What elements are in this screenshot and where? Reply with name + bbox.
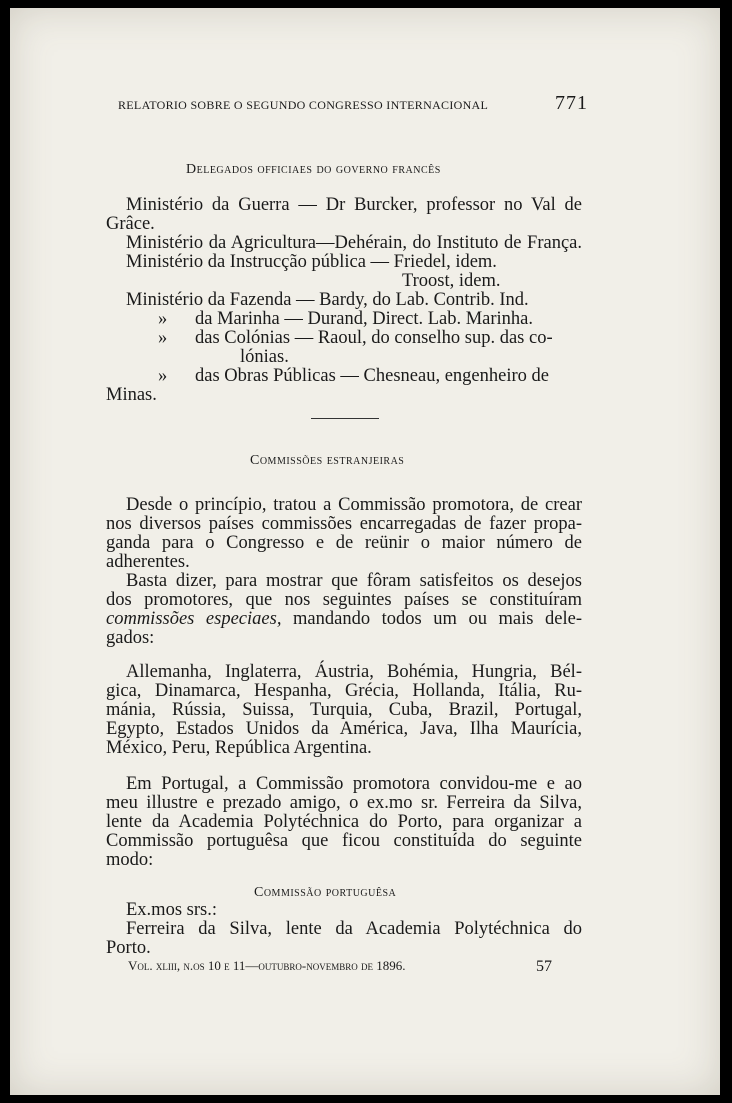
text-line: Grâce.: [106, 214, 155, 234]
text-line: meu illustre e prezado amigo, o ex.mo sr. Ferreira da Silva,: [106, 793, 582, 813]
text-line: ganda para o Congresso e de reünir o maior número de: [106, 533, 582, 553]
text-line: México, Peru, República Argentina.: [106, 738, 372, 758]
text-line: Ministério da Guerra — Dr Burcker, professor no Val de: [126, 195, 582, 215]
running-header: [118, 92, 588, 115]
italic-phrase: commissões especiaes,: [106, 609, 282, 629]
text-line: dos promotores, que nos seguintes países se constituíram: [106, 590, 582, 610]
text-line: Ministério da Fazenda — Bardy, do Lab. Contrib. Ind.: [126, 290, 529, 310]
text-line: nos diversos países commissões encarregadas de fazer propa-: [106, 514, 582, 534]
portuguese-commission: [106, 901, 582, 958]
text-line: gados:: [106, 628, 155, 648]
text-line: Basta dizer, para mostrar que fôram satisfeitos os desejos: [126, 571, 582, 591]
text-line: Allemanha, Inglaterra, Áustria, Bohémia, Hungria, Bél-: [126, 662, 582, 682]
page-footer: [128, 958, 552, 976]
countries-list: [106, 663, 582, 758]
paragraph-3: [106, 775, 582, 870]
text-line: lente da Academia Polytéchnica do Porto, para organizar a: [106, 812, 582, 832]
text-line: Ministério da Agricultura—Dehérain, do Instituto de França.: [126, 233, 582, 253]
delegates-list: [106, 196, 582, 405]
text-line: Em Portugal, a Commissão promotora convidou-me e ao: [126, 774, 582, 794]
text-line: [106, 610, 582, 629]
section-divider: [311, 418, 379, 419]
volume-info: Vol. xliii, n.os 10 e 11—outubro-novembro de 1896.: [128, 958, 406, 973]
section-title-portuguese: Commissão portuguêsa: [254, 885, 397, 900]
text-line: lónias.: [240, 347, 289, 367]
text-line: Porto.: [106, 938, 151, 958]
paragraph-1: [106, 496, 582, 572]
running-title: RELATORIO SOBRE O SEGUNDO CONGRESSO INTERNACIONAL: [118, 98, 489, 112]
text-line: Ministério da Instrucção pública — Friedel, idem.: [126, 252, 497, 272]
text-line: Minas.: [106, 385, 157, 405]
text-line: adherentes.: [106, 552, 190, 572]
text-line: » da Marinha — Durand, Direct. Lab. Marinha.: [158, 309, 534, 329]
text-line: mánia, Rússia, Suissa, Turquia, Cuba, Brazil, Portugal,: [106, 700, 582, 720]
section-title-delegates: Delegados officiaes do governo francês: [186, 162, 441, 177]
text-line: modo:: [106, 850, 154, 870]
text-line: » das Colónias — Raoul, do conselho sup. das co-: [158, 328, 553, 348]
text-line: Commissão portuguêsa que ficou constituída do seguinte: [106, 831, 582, 851]
text-line: Troost, idem.: [402, 271, 501, 291]
text-line: Ferreira da Silva, lente da Academia Polytéchnica do: [126, 919, 582, 939]
signature-number: 57: [536, 958, 552, 975]
document-page: [10, 8, 720, 1095]
text-span: mandando todos um ou mais dele-: [281, 609, 582, 629]
page-number: 771: [555, 92, 588, 114]
text-line: gica, Dinamarca, Hespanha, Grécia, Hollanda, Itália, Ru-: [106, 681, 582, 701]
text-line: » das Obras Públicas — Chesneau, engenheiro de: [158, 366, 549, 386]
salutation: Ex.mos srs.:: [126, 900, 217, 920]
text-line: Egypto, Estados Unidos da América, Java, Ilha Maurícia,: [106, 719, 582, 739]
section-title-foreign: Commissões estranjeiras: [250, 453, 405, 468]
paragraph-2: [106, 572, 582, 648]
text-line: Desde o princípio, tratou a Commissão promotora, de crear: [126, 495, 582, 515]
